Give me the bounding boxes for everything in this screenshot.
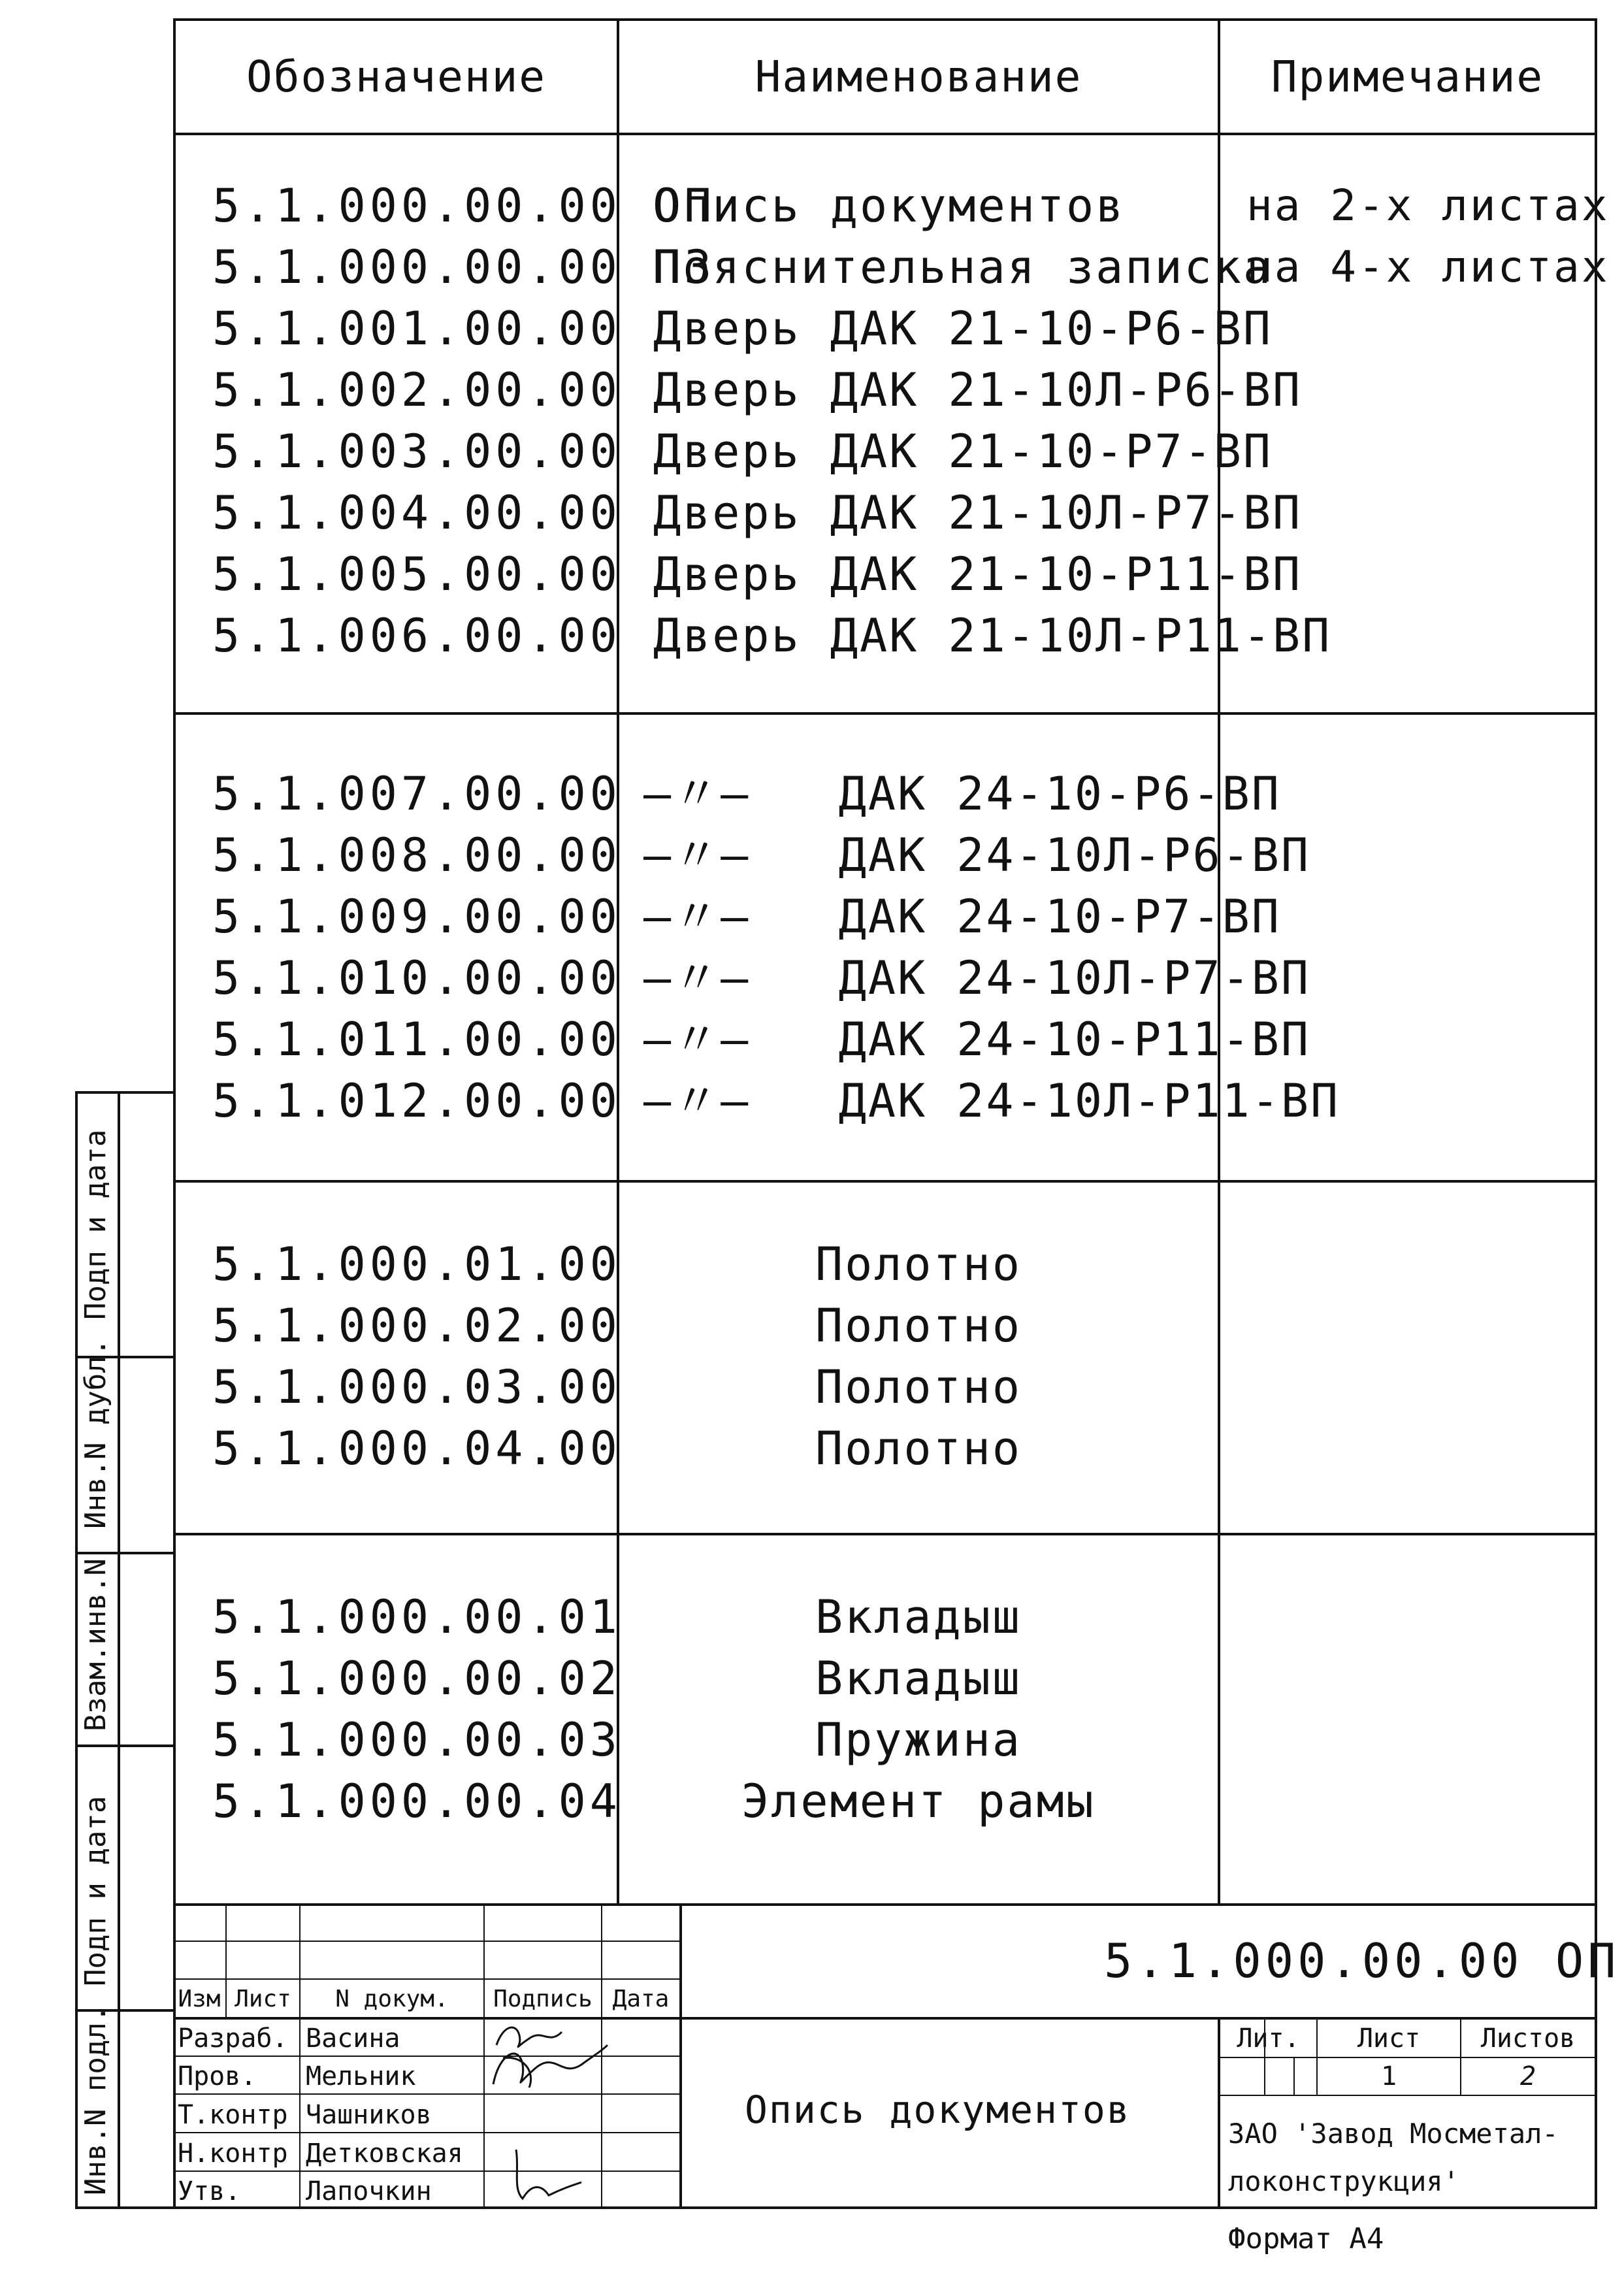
tb-col-list <box>299 1903 300 2209</box>
row-note: на 4-х листах <box>1246 242 1610 292</box>
tb-header-data: Дата <box>612 1986 670 2012</box>
tb-row-2 <box>173 1978 679 1980</box>
row-name: —〃— ДАК 24-10-Р7-ВП <box>643 890 1281 943</box>
tb-row-6 <box>173 2132 679 2133</box>
row-code: 5.1.000.00.03 <box>212 1713 621 1767</box>
row-code: 5.1.001.00.00 <box>212 302 621 355</box>
header-name: Наименование <box>755 52 1082 102</box>
row-code: 5.1.000.02.00 <box>212 1299 621 1352</box>
signature-lapochkin <box>496 2137 588 2208</box>
row-code: 5.1.000.00.01 <box>212 1590 621 1644</box>
row-name: —〃— ДАК 24-10Л-Р6-ВП <box>643 828 1311 882</box>
header-divider <box>173 133 1597 135</box>
row-code: 5.1.000.04.00 <box>212 1422 621 1475</box>
row-name: Дверь ДАК 21-10-Р11-ВП <box>653 548 1303 601</box>
format-label: Формат А4 <box>1228 2222 1384 2255</box>
row-name: Дверь ДАК 21-10Л-Р11-ВП <box>653 609 1332 663</box>
row-note: на 2-х листах <box>1246 180 1610 231</box>
row-name: Дверь ДАК 21-10Л-Р6-ВП <box>653 363 1303 417</box>
row-name: —〃— ДАК 24-10-Р6-ВП <box>643 767 1281 821</box>
row-name: —〃— ДАК 24-10-Р11-ВП <box>643 1013 1311 1066</box>
person-role: Пров. <box>178 2061 257 2091</box>
person-name: Мельник <box>306 2061 416 2091</box>
row-code: 5.1.011.00.00 <box>212 1013 621 1066</box>
group-divider-2 <box>173 1180 1597 1183</box>
person-role: Разраб. <box>178 2024 288 2054</box>
person-name: Детковская <box>306 2138 463 2169</box>
person-name: Чашников <box>306 2100 432 2130</box>
group-divider-1 <box>173 712 1597 715</box>
row-name: Дверь ДАК 21-10-Р7-ВП <box>653 425 1273 478</box>
row-name: Вкладыш <box>815 1652 1022 1705</box>
lit-label: Лит. <box>1237 2024 1300 2054</box>
sheet-label: Лист <box>1357 2024 1421 2054</box>
row-code: 5.1.007.00.00 <box>212 767 621 821</box>
side-stamp-divider <box>118 1091 120 2209</box>
sheet-value: 1 <box>1380 2061 1397 2091</box>
person-name: Васина <box>306 2024 400 2054</box>
row-name: Вкладыш <box>815 1590 1022 1644</box>
row-name: Полотно <box>815 1299 1022 1352</box>
row-code: 5.1.000.03.00 <box>212 1360 621 1414</box>
tb-header-list: Лист <box>235 1986 291 2012</box>
tb-row-3 <box>173 2017 679 2020</box>
row-code: 5.1.009.00.00 <box>212 890 621 943</box>
row-name: Элемент рамы <box>741 1775 1096 1828</box>
title-block-top <box>173 1903 1597 1906</box>
side-label-sign-date-top: Подп и дата <box>79 1129 112 1320</box>
side-stamp-sep-2 <box>75 1552 176 1554</box>
doc-title: Опись документов <box>745 2088 1131 2132</box>
row-name: Полотно <box>815 1360 1022 1414</box>
title-block-split <box>679 1903 682 2209</box>
tb-row-7 <box>173 2171 679 2172</box>
org-line-2: локонструкция' <box>1228 2165 1460 2197</box>
header-note: Примечание <box>1271 52 1544 102</box>
person-role: Утв. <box>178 2176 241 2206</box>
side-label-replace-inv: Взам.инв.N <box>79 1558 112 1731</box>
person-name: Лапочкин <box>306 2176 432 2206</box>
row-name: Дверь ДАК 21-10-Р6-ВП <box>653 302 1273 355</box>
row-code: 5.1.000.00.02 <box>212 1652 621 1705</box>
row-name: Опись документов <box>653 179 1126 233</box>
row-code: 5.1.008.00.00 <box>212 828 621 882</box>
lit-col-2 <box>1293 2057 1295 2095</box>
tb-row-1 <box>173 1941 679 1942</box>
row-name: Полотно <box>815 1422 1022 1475</box>
row-code: 5.1.006.00.00 <box>212 609 621 663</box>
tb-header-izm: Изм <box>178 1986 221 2012</box>
doc-code: 5.1.000.00.00 ОП <box>1104 1933 1620 1988</box>
lit-row-line-2 <box>1218 2095 1597 2096</box>
row-name: Полотно <box>815 1237 1022 1291</box>
row-code: 5.1.002.00.00 <box>212 363 621 417</box>
row-code: 5.1.004.00.00 <box>212 486 621 540</box>
sheets-value: 2 <box>1519 2061 1536 2091</box>
person-role: Н.контр <box>178 2138 288 2169</box>
row-name: —〃— ДАК 24-10Л-Р7-ВП <box>643 951 1311 1005</box>
tb-header-podpis: Подпись <box>493 1986 593 2012</box>
row-code: 5.1.003.00.00 <box>212 425 621 478</box>
group-divider-3 <box>173 1533 1597 1535</box>
side-label-sign-date-bottom: Подп и дата <box>79 1795 112 1986</box>
row-code: 5.1.000.00.04 <box>212 1775 621 1828</box>
row-code: 5.1.010.00.00 <box>212 951 621 1005</box>
row-name: Дверь ДАК 21-10Л-Р7-ВП <box>653 486 1303 540</box>
row-code: 5.1.000.01.00 <box>212 1237 621 1291</box>
row-name: —〃— ДАК 24-10Л-Р11-ВП <box>643 1074 1340 1128</box>
row-code: 5.1.000.00.00 ПЗ <box>212 240 716 294</box>
side-stamp-sep-3 <box>75 1745 176 1747</box>
sheets-label: Листов <box>1480 2024 1576 2054</box>
header-designation: Обозначение <box>246 52 547 102</box>
row-code: 5.1.012.00.00 <box>212 1074 621 1128</box>
signature-melnik <box>483 2039 614 2097</box>
row-code: 5.1.000.00.00 ОП <box>212 179 716 233</box>
lit-row-line-1 <box>1218 2057 1597 2058</box>
row-code: 5.1.005.00.00 <box>212 548 621 601</box>
side-label-inv-dup: Инв.N дубл. <box>79 1338 112 1529</box>
row-name: Пояснительная записка <box>653 240 1273 294</box>
side-label-inv-orig: Инв.N подл. <box>79 2005 112 2195</box>
row-name: Пружина <box>815 1713 1022 1767</box>
tb-header-ndoc: N докум. <box>335 1986 449 2012</box>
person-role: Т.контр <box>178 2100 288 2130</box>
org-line-1: ЗАО 'Завод Мосметал- <box>1228 2118 1559 2150</box>
